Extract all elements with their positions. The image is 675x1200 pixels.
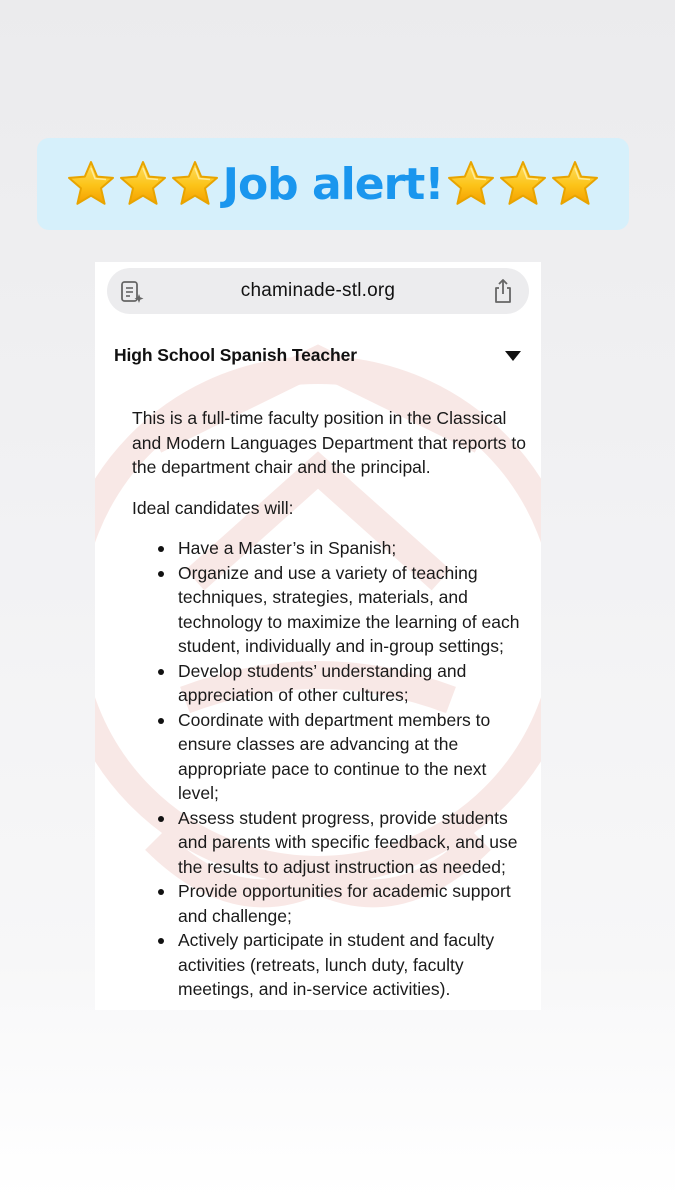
job-description [132,406,527,1002]
star-icon [550,159,600,209]
star-icon [170,159,220,209]
address-bar[interactable] [107,268,529,314]
bullet-icon [158,546,164,552]
browser-screenshot [95,262,541,1010]
list-item: Develop students’ understanding and appreciation of other cultures; [178,659,527,708]
reader-mode-icon[interactable] [119,279,145,305]
requirements-list [132,536,527,1002]
star-icon [446,159,496,209]
star-icon [66,159,116,209]
list-item: Coordinate with department members to ensure classes are advancing at the appropriate pace to continue to the next level; [178,708,527,806]
description-paragraph: This is a full-time faculty position in the Classical and Modern Languages Department that reports to the department chair and the principal. [132,408,526,477]
bullet-icon [158,816,164,822]
url-text[interactable]: chaminade-stl.org [240,280,396,301]
bullet-icon [158,938,164,944]
bullet-icon [158,718,164,724]
job-alert-banner [37,138,629,230]
bullet-icon [158,669,164,675]
star-icon [118,159,168,209]
stars-right [445,159,601,209]
list-item: Assess student progress, provide students and parents with specific feedback, and use the results to adjust instruction as needed; [178,806,527,880]
stars-left [65,159,221,209]
star-icon [498,159,548,209]
triangle-down-icon[interactable] [504,350,522,362]
job-accordion-header[interactable] [114,345,522,369]
share-icon[interactable] [491,278,515,304]
list-item: Actively participate in student and faculty activities (retreats, lunch duty, faculty meetings, and in-service activities). [178,928,527,1002]
list-item: Have a Master’s in Spanish; [178,536,527,561]
list-item: Organize and use a variety of teaching techniques, strategies, materials, and technology to maximize the learning of each student, individually and in-group settings; [178,561,527,659]
banner-title: Job alert! [222,158,444,210]
intro-paragraph: Ideal candidates will: [132,497,294,518]
job-title[interactable]: High School Spanish Teacher [114,345,357,365]
list-item: Provide opportunities for academic support and challenge; [178,879,527,928]
bullet-icon [158,571,164,577]
bullet-icon [158,889,164,895]
